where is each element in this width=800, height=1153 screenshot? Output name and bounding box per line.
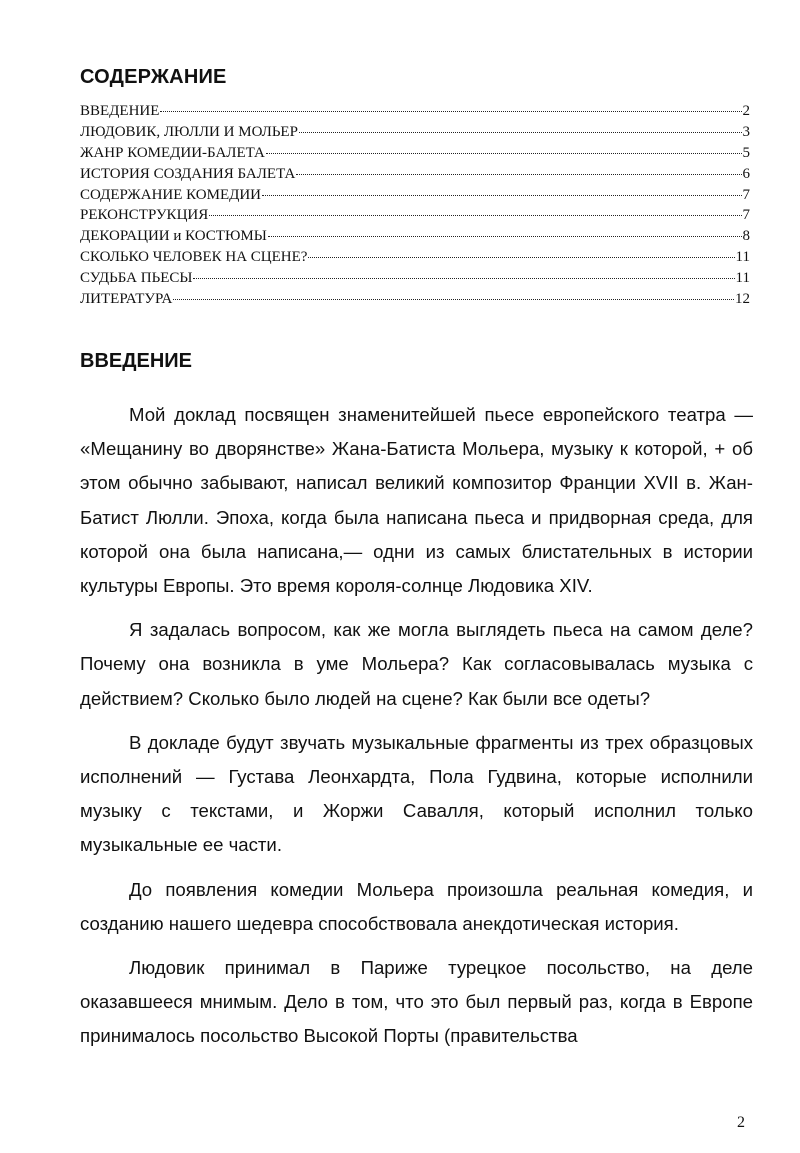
table-of-contents bbox=[80, 101, 750, 310]
toc-leader-dots bbox=[193, 277, 734, 279]
toc-entry bbox=[80, 164, 750, 185]
toc-entry-page: 2 bbox=[742, 103, 750, 119]
toc-entry bbox=[80, 143, 750, 164]
toc-entry-page: 12 bbox=[735, 291, 750, 308]
toc-entry-label: ВВЕДЕНИЕ bbox=[80, 103, 160, 119]
toc-entry-page: 3 bbox=[742, 123, 750, 140]
paragraph: Я задалась вопросом, как же могла выглядеть пьеса на самом деле? Почему она возникла в уме Мольера? Как согласовывалась музыка с действием? Сколько было людей на сцене? Как были все одеты? bbox=[80, 619, 753, 709]
toc-entry-label: ЛЮДОВИК, ЛЮЛЛИ И МОЛЬЕР bbox=[80, 123, 298, 140]
toc-entry-page: 11 bbox=[735, 270, 750, 287]
paragraph: Мой доклад посвящен знаменитейшей пьесе европейского театра — «Мещанину во дворянстве» Жана-Батиста Мольера, музыку к которой, + об этом обычно забывают, написал великий композитор Франции XVII в. Жан-Батист Люлли. Эпоха, когда была написана пьеса и придворная среда, для которой она была написана,— одни из самых блистательных в истории культуры Европы. Это время короля-солнце Людовика XIV. bbox=[80, 404, 753, 597]
toc-entry bbox=[80, 122, 750, 143]
toc-entry-label: ДЕКОРАЦИИ и КОСТЮМЫ bbox=[80, 228, 267, 245]
toc-entry-page: 6 bbox=[742, 165, 750, 182]
toc-leader-dots bbox=[308, 256, 734, 258]
toc-title: СОДЕРЖАНИЕ bbox=[80, 66, 227, 88]
paragraph: Людовик принимал в Париже турецкое посольство, на деле оказавшееся мнимым. Дело в том, что это был первый раз, когда в Европе принималось посольство Высокой Порты (правительства bbox=[80, 957, 753, 1047]
toc-entry-label: СОДЕРЖАНИЕ КОМЕДИИ bbox=[80, 186, 262, 203]
toc-entry-label: ЛИТЕРАТУРА bbox=[80, 291, 173, 308]
toc-leader-dots bbox=[262, 194, 741, 196]
toc-entry bbox=[80, 101, 750, 122]
toc-entry-page: 5 bbox=[742, 144, 750, 161]
toc-leader-dots bbox=[209, 214, 741, 216]
toc-entry-label: РЕКОНСТРУКЦИЯ bbox=[80, 207, 209, 224]
toc-entry bbox=[80, 247, 750, 268]
toc-entry-label: ИСТОРИЯ СОЗДАНИЯ БАЛЕТА bbox=[80, 165, 296, 182]
paragraph: До появления комедии Мольера произошла реальная комедия, и созданию нашего шедевра способствовала анекдотическая история. bbox=[80, 878, 753, 934]
toc-entry bbox=[80, 226, 750, 247]
toc-leader-dots bbox=[266, 152, 742, 154]
toc-entry bbox=[80, 205, 750, 226]
section-title: ВВЕДЕНИЕ bbox=[80, 350, 192, 372]
toc-entry-page: 11 bbox=[735, 249, 750, 266]
toc-entry-label: ЖАНР КОМЕДИИ-БАЛЕТА bbox=[80, 144, 265, 161]
toc-entry bbox=[80, 268, 750, 289]
toc-entry bbox=[80, 185, 750, 206]
body-text bbox=[80, 398, 753, 1064]
toc-entry-page: 7 bbox=[742, 186, 750, 203]
toc-leader-dots bbox=[296, 173, 741, 175]
toc-entry-page: 8 bbox=[742, 228, 750, 245]
toc-leader-dots bbox=[299, 131, 742, 133]
paragraph: В докладе будут звучать музыкальные фрагменты из трех образцовых исполнений — Густава Леонхардта, Пола Гудвина, которые исполнили музыку с текстами, и Жоржи Савалля, который исполнил только музыкальные ее части. bbox=[80, 731, 753, 856]
toc-leader-dots bbox=[268, 235, 742, 237]
toc-leader-dots bbox=[160, 110, 741, 112]
toc-entry bbox=[80, 289, 750, 310]
page-number: 2 bbox=[737, 1114, 745, 1131]
toc-entry-page: 7 bbox=[742, 207, 750, 224]
toc-entry-label: СКОЛЬКО ЧЕЛОВЕК НА СЦЕНЕ? bbox=[80, 249, 308, 266]
toc-entry-label: СУДЬБА ПЬЕСЫ bbox=[80, 270, 193, 287]
toc-leader-dots bbox=[173, 298, 734, 300]
